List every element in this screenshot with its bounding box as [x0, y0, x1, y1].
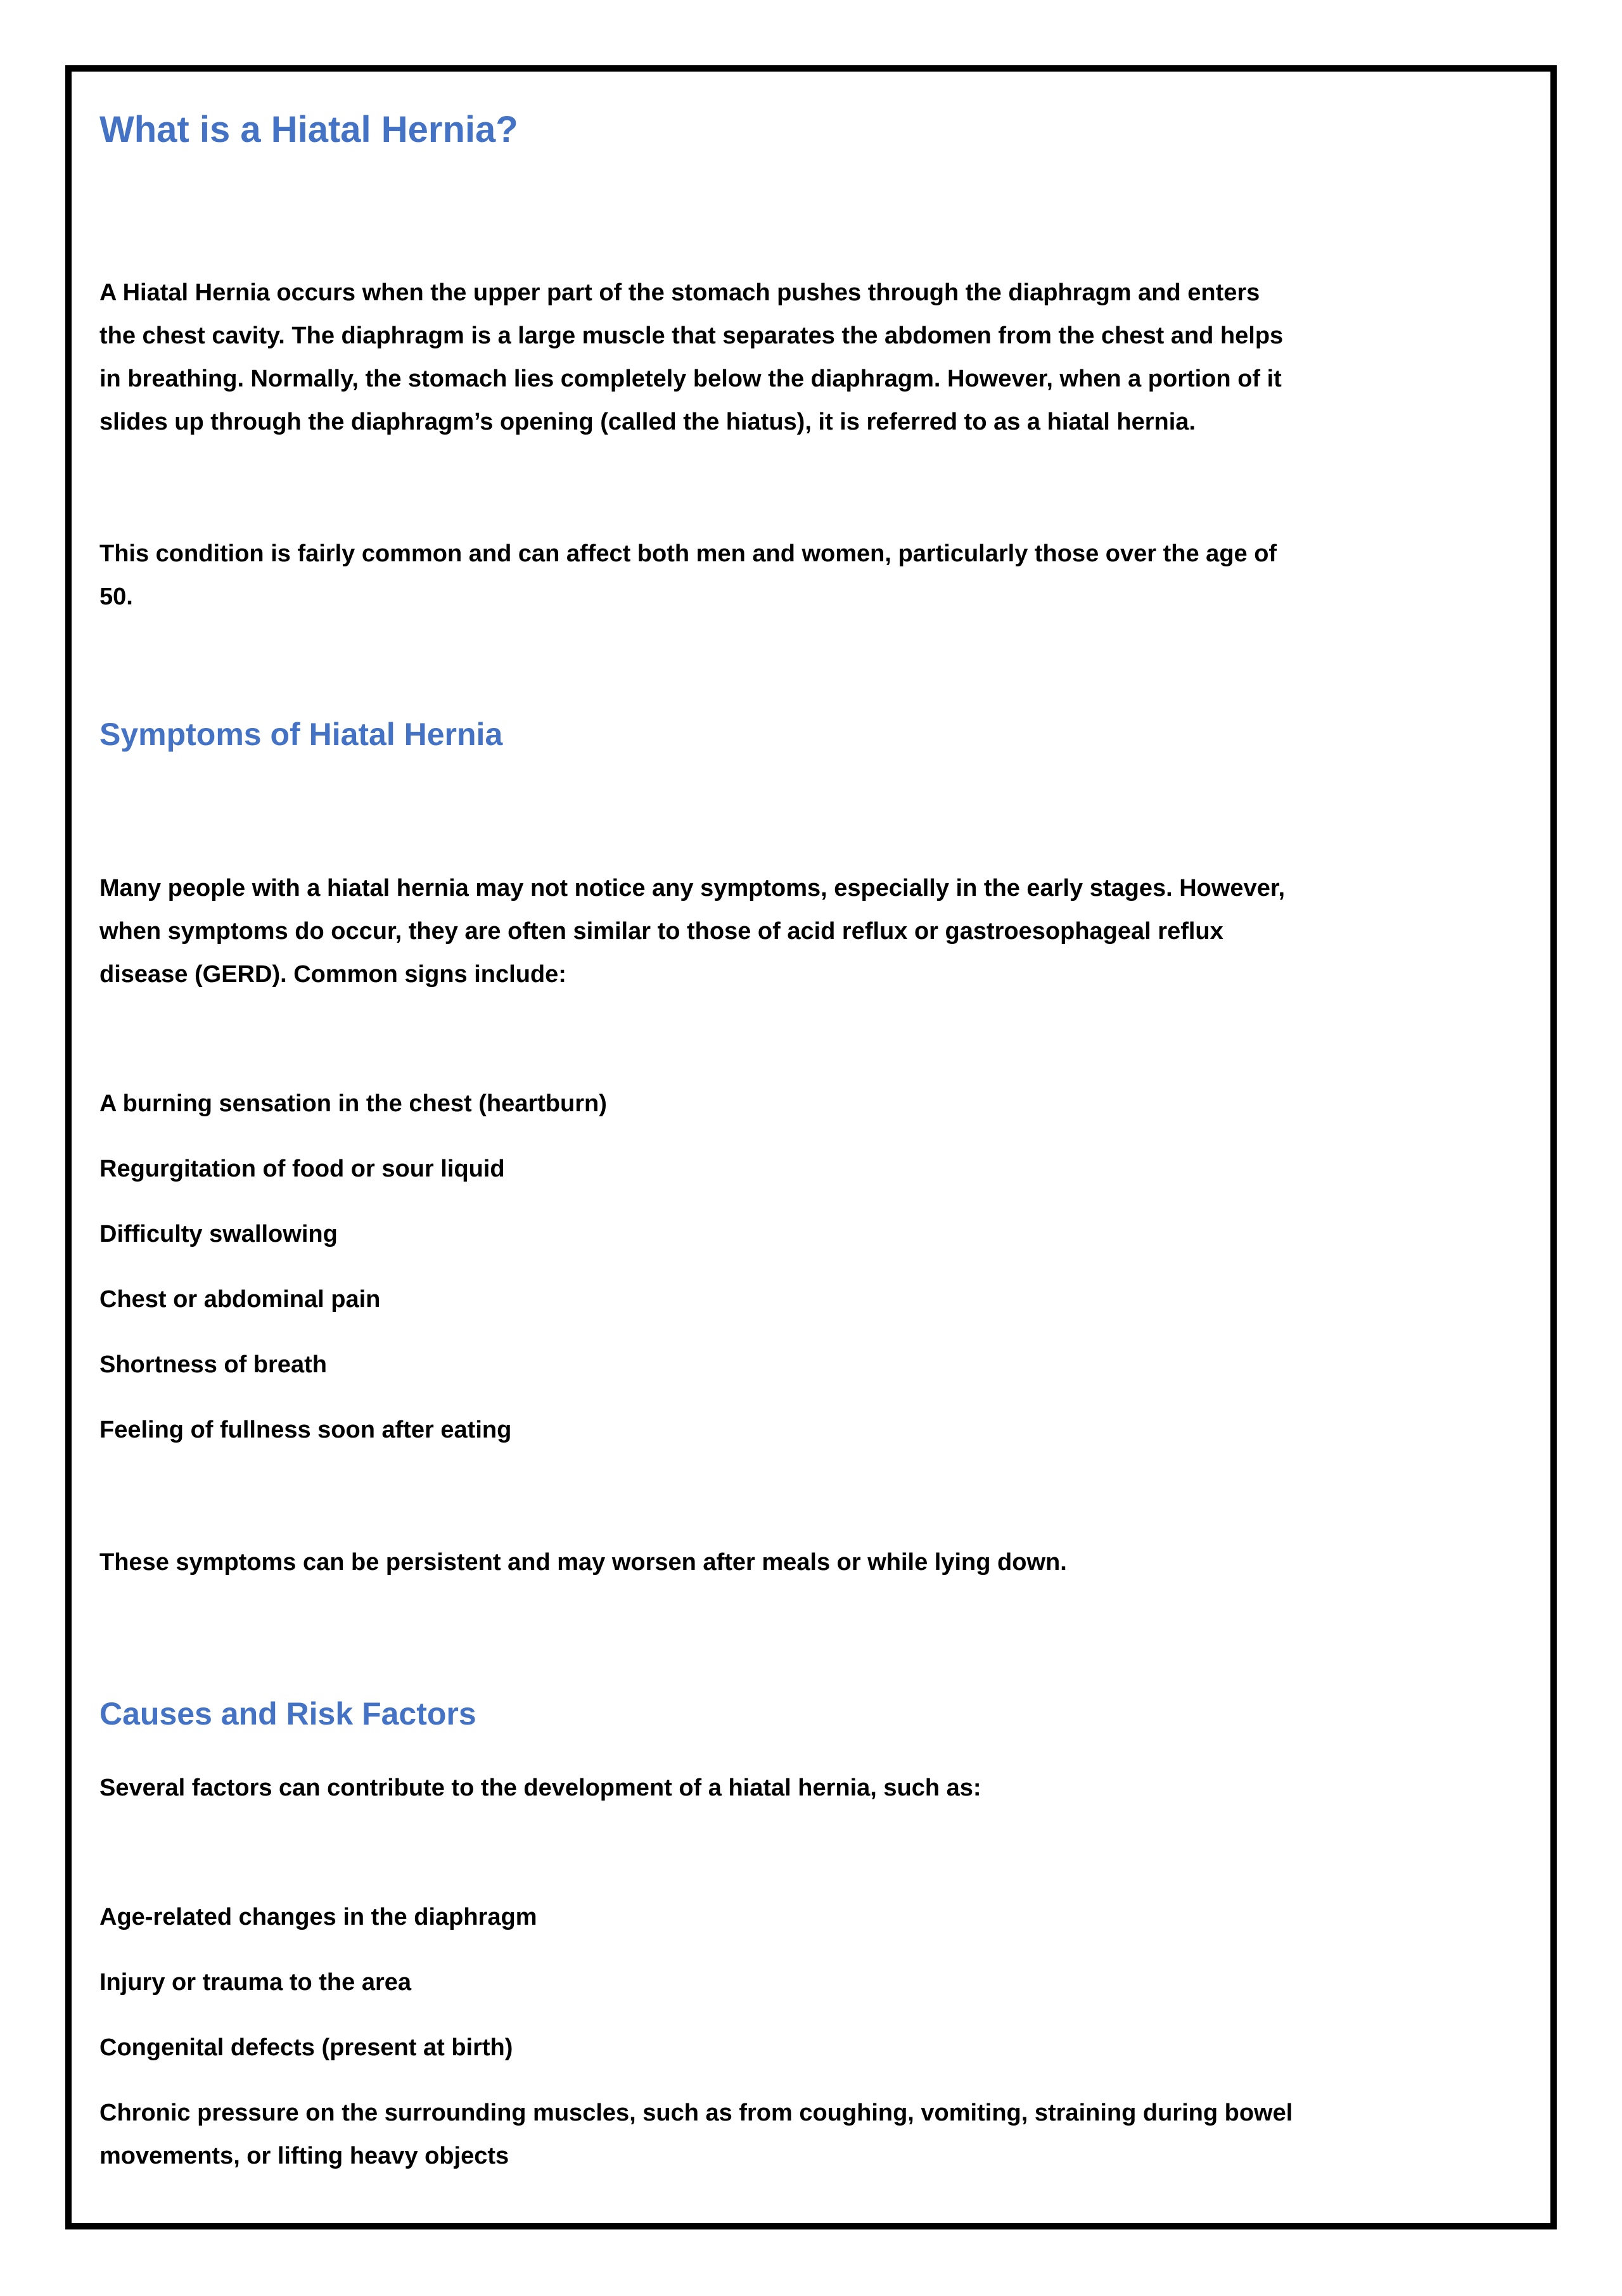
- paragraph-line: disease (GERD). Common signs include:: [99, 961, 566, 988]
- heading-causes-risk-factors: Causes and Risk Factors: [99, 1696, 476, 1732]
- paragraph-causes-intro: [99, 1766, 981, 1809]
- list-item: Shortness of breath: [99, 1351, 327, 1378]
- list-item: Chronic pressure on the surrounding muscles, such as from coughing, vomiting, straining during bowel: [99, 2100, 1293, 2126]
- list-item: A burning sensation in the chest (heartburn): [99, 1090, 607, 1117]
- paragraph-line: Many people with a hiatal hernia may not notice any symptoms, especially in the early stages. However,: [99, 875, 1286, 902]
- paragraph-symptoms-outro: [99, 1541, 1067, 1584]
- heading-symptoms: Symptoms of Hiatal Hernia: [99, 717, 503, 752]
- paragraph-prevalence: [99, 532, 1277, 618]
- list-item: Regurgitation of food or sour liquid: [99, 1156, 505, 1182]
- paragraph-line: slides up through the diaphragm’s opening (called the hiatus), it is referred to as a hiatal hernia.: [99, 409, 1196, 435]
- list-item: Congenital defects (present at birth): [99, 2034, 513, 2061]
- paragraph-line: in breathing. Normally, the stomach lies completely below the diaphragm. However, when a portion of it: [99, 366, 1282, 392]
- paragraph-line: when symptoms do occur, they are often similar to those of acid reflux or gastroesophageal reflux: [99, 918, 1223, 945]
- paragraph-line: These symptoms can be persistent and may worsen after meals or while lying down.: [99, 1549, 1067, 1576]
- list-item: Chest or abdominal pain: [99, 1286, 381, 1313]
- paragraph-line: the chest cavity. The diaphragm is a large muscle that separates the abdomen from the chest and helps: [99, 322, 1284, 349]
- paragraph-line: Several factors can contribute to the development of a hiatal hernia, such as:: [99, 1775, 981, 1801]
- symptoms-list: [99, 1082, 607, 1474]
- paragraph-line: This condition is fairly common and can affect both men and women, particularly those over the age of: [99, 540, 1277, 567]
- paragraph-definition: [99, 271, 1283, 443]
- list-item: Feeling of fullness soon after eating: [99, 1417, 512, 1443]
- list-item: Age-related changes in the diaphragm: [99, 1904, 537, 1930]
- list-item: Difficulty swallowing: [99, 1221, 338, 1247]
- heading-what-is-hiatal-hernia: What is a Hiatal Hernia?: [99, 109, 518, 150]
- paragraph-line: A Hiatal Hernia occurs when the upper part of the stomach pushes through the diaphragm and enters: [99, 279, 1260, 306]
- causes-list: [99, 1896, 1293, 2178]
- paragraph-line: 50.: [99, 584, 133, 610]
- list-item: Injury or trauma to the area: [99, 1969, 412, 1996]
- paragraph-symptoms-intro: [99, 867, 1285, 996]
- list-item-continuation: movements, or lifting heavy objects: [99, 2143, 509, 2169]
